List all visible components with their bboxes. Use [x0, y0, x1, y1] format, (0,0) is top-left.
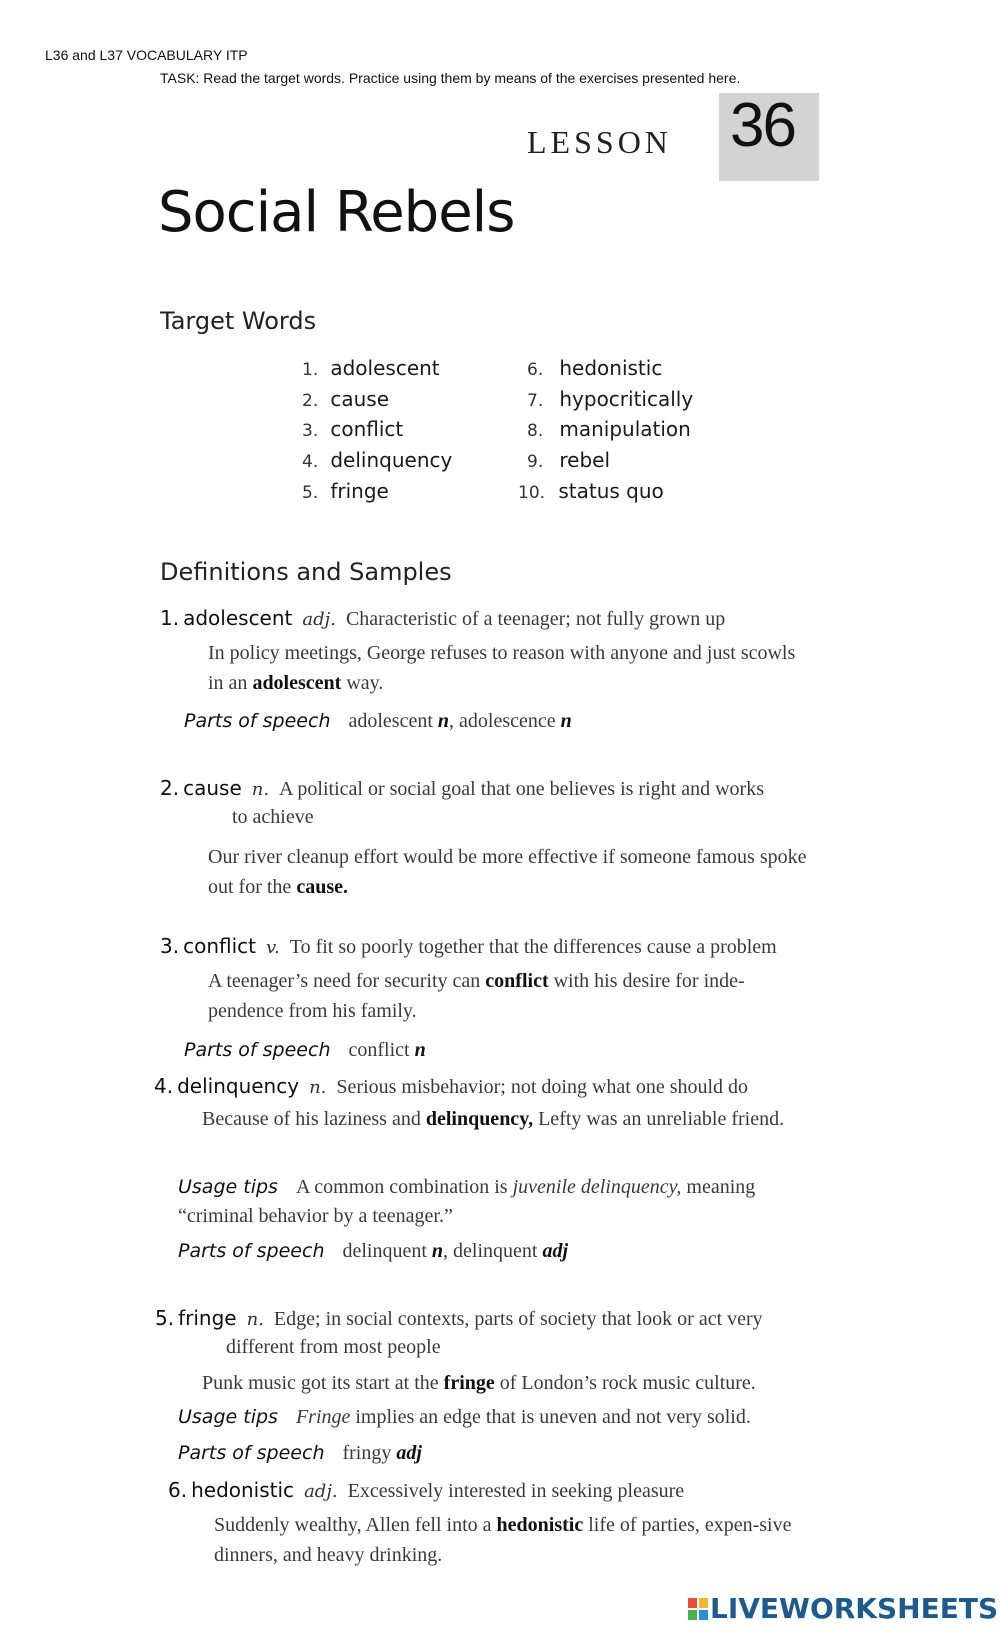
target-word: cause [330, 387, 390, 411]
example-text: with his desire for inde-pendence from his family. [208, 970, 745, 1022]
target-word-item [302, 356, 440, 380]
parts-word: adolescent [348, 710, 438, 732]
target-word-num: 6. [527, 360, 544, 380]
entry-1-example [208, 638, 808, 698]
target-word: hypocritically [559, 387, 694, 411]
entry-4-example [202, 1104, 802, 1134]
entry-6-headline [168, 1478, 684, 1503]
parts-pos: adj [396, 1442, 422, 1464]
example-keyword: cause. [296, 876, 348, 898]
entry-5-headline [155, 1306, 763, 1331]
target-word: adolescent [330, 356, 440, 380]
target-word-item [527, 448, 610, 472]
target-word-item [302, 479, 389, 503]
entry-2-headline [160, 776, 764, 801]
target-word: manipulation [559, 417, 691, 441]
usage-label: Usage tips [178, 1176, 278, 1198]
entry-4-headline [154, 1074, 748, 1099]
target-word-num: 4. [302, 452, 319, 472]
example-text: of London’s rock music culture. [494, 1372, 756, 1394]
target-word-item [302, 448, 452, 472]
page-title: Social Rebels [158, 180, 515, 245]
example-text: Our river cleanup effort would be more effective if someone famous spoke out for the [208, 846, 807, 898]
entry-5-usage [178, 1406, 751, 1429]
target-word: delinquency [330, 448, 453, 472]
target-word-num: 7. [527, 391, 544, 411]
entry-word: conflict [183, 934, 256, 958]
entry-4-usage-cont: “criminal behavior by a teenager.” [178, 1205, 453, 1227]
entry-3-example [208, 966, 818, 1026]
target-word: conflict [330, 417, 404, 441]
entry-pos: n. [309, 1077, 327, 1098]
parts-word: conflict [348, 1039, 415, 1061]
usage-term: Fringe [295, 1406, 351, 1428]
task-instruction: TASK: Read the target words. Practice using them by means of the exercises presented here. [160, 70, 741, 86]
example-text: In policy meetings, George refuses to reason with anyone and just scowls in an [208, 642, 796, 694]
target-word: status quo [558, 479, 664, 503]
example-keyword: hedonistic [496, 1514, 584, 1536]
entry-definition: Edge; in social contexts, parts of society that look or act very [273, 1308, 763, 1330]
entry-definition: Serious misbehavior; not doing what one should do [336, 1076, 749, 1098]
target-word: rebel [559, 448, 611, 472]
entry-word: adolescent [183, 606, 293, 630]
example-text: Lefty was an unreliable friend. [533, 1108, 785, 1130]
usage-label: Usage tips [178, 1406, 278, 1428]
entry-definition: A political or social goal that one believes is right and works [279, 778, 764, 800]
target-word-num: 10. [518, 483, 546, 503]
entry-word: delinquency [177, 1074, 300, 1098]
target-word-item [527, 387, 693, 411]
example-keyword: delinquency, [425, 1108, 534, 1130]
entry-definition: Characteristic of a teenager; not fully grown up [345, 608, 726, 630]
target-word-item [527, 417, 691, 441]
entry-word: cause [183, 776, 242, 800]
lesson-label: LESSON [527, 124, 672, 160]
parts-pos: adj [542, 1240, 569, 1262]
parts-word: delinquent [342, 1240, 432, 1262]
target-word-item [302, 417, 403, 441]
entry-4-usage [178, 1176, 755, 1199]
entry-5-definition-cont: different from most people [226, 1336, 441, 1358]
entry-1-headline [160, 606, 725, 631]
entry-pos: n. [246, 1309, 264, 1330]
entry-2-definition-cont: to achieve [232, 806, 314, 828]
entry-pos: n. [251, 779, 270, 800]
entry-num: 1. [160, 606, 180, 630]
target-word: hedonistic [559, 356, 663, 380]
parts-label: Parts of speech [184, 1039, 331, 1061]
usage-text: implies an edge that is uneven and not very solid. [350, 1406, 751, 1428]
entry-3-parts [184, 1039, 426, 1062]
lesson-number: 36 [730, 91, 795, 160]
parts-word: fringy [342, 1442, 397, 1464]
entry-5-parts [178, 1442, 422, 1465]
logo-text: LIVEWORKSHEETS [710, 1592, 999, 1625]
usage-text: meaning [681, 1176, 756, 1198]
entry-6-example [214, 1510, 814, 1570]
definitions-heading: Definitions and Samples [160, 558, 452, 586]
liveworksheets-logo[interactable] [688, 1592, 998, 1625]
example-text: life of parties, expen-sive dinners, and heavy drinking. [214, 1514, 792, 1566]
parts-label: Parts of speech [184, 710, 331, 732]
example-text: Suddenly wealthy, Allen fell into a [214, 1514, 497, 1536]
entry-2-example [208, 842, 818, 902]
example-text: Because of his laziness and [202, 1108, 426, 1130]
example-keyword: adolescent [252, 672, 342, 694]
parts-label: Parts of speech [178, 1442, 325, 1464]
document-code: L36 and L37 VOCABULARY ITP [45, 47, 248, 63]
parts-pos: n [414, 1039, 426, 1061]
entry-1-parts [184, 710, 572, 733]
entry-3-headline [160, 934, 777, 959]
entry-word: fringe [178, 1306, 237, 1330]
entry-num: 3. [160, 934, 180, 958]
entry-pos: adj. [302, 609, 336, 630]
parts-pos: n [437, 710, 450, 732]
parts-word: , delinquent [443, 1240, 543, 1262]
liveworksheets-icon [688, 1598, 708, 1620]
entry-num: 6. [168, 1478, 188, 1502]
example-keyword: conflict [485, 970, 549, 992]
entry-4-parts [178, 1240, 568, 1263]
target-word-num: 8. [527, 421, 544, 441]
entry-pos: adj. [304, 1481, 338, 1502]
target-word-item [518, 479, 664, 503]
target-word-item [302, 387, 389, 411]
target-word: fringe [330, 479, 389, 503]
example-text: Punk music got its start at the [202, 1372, 444, 1394]
target-word-num: 2. [302, 391, 319, 411]
usage-text: A common combination is [295, 1176, 513, 1198]
target-word-num: 9. [527, 452, 544, 472]
entry-definition: Excessively interested in seeking pleasure [347, 1480, 685, 1502]
parts-pos: n [560, 710, 572, 732]
example-keyword: fringe [443, 1372, 495, 1394]
entry-num: 5. [155, 1306, 175, 1330]
target-word-item [527, 356, 662, 380]
target-words-heading: Target Words [160, 307, 317, 335]
target-word-num: 1. [302, 360, 319, 380]
parts-word: , adolescence [449, 710, 561, 732]
parts-pos: n [431, 1240, 444, 1262]
target-word-num: 5. [302, 483, 319, 503]
entry-word: hedonistic [191, 1478, 295, 1502]
example-text: way. [341, 672, 384, 694]
parts-label: Parts of speech [178, 1240, 325, 1262]
example-text: A teenager’s need for security can [208, 970, 486, 992]
entry-5-example [202, 1368, 756, 1398]
target-word-num: 3. [302, 421, 319, 441]
entry-pos: v. [266, 937, 280, 958]
entry-num: 2. [160, 776, 180, 800]
entry-definition: To fit so poorly together that the differences cause a problem [289, 936, 777, 958]
entry-num: 4. [154, 1074, 174, 1098]
usage-term: juvenile delinquency, [512, 1176, 682, 1198]
